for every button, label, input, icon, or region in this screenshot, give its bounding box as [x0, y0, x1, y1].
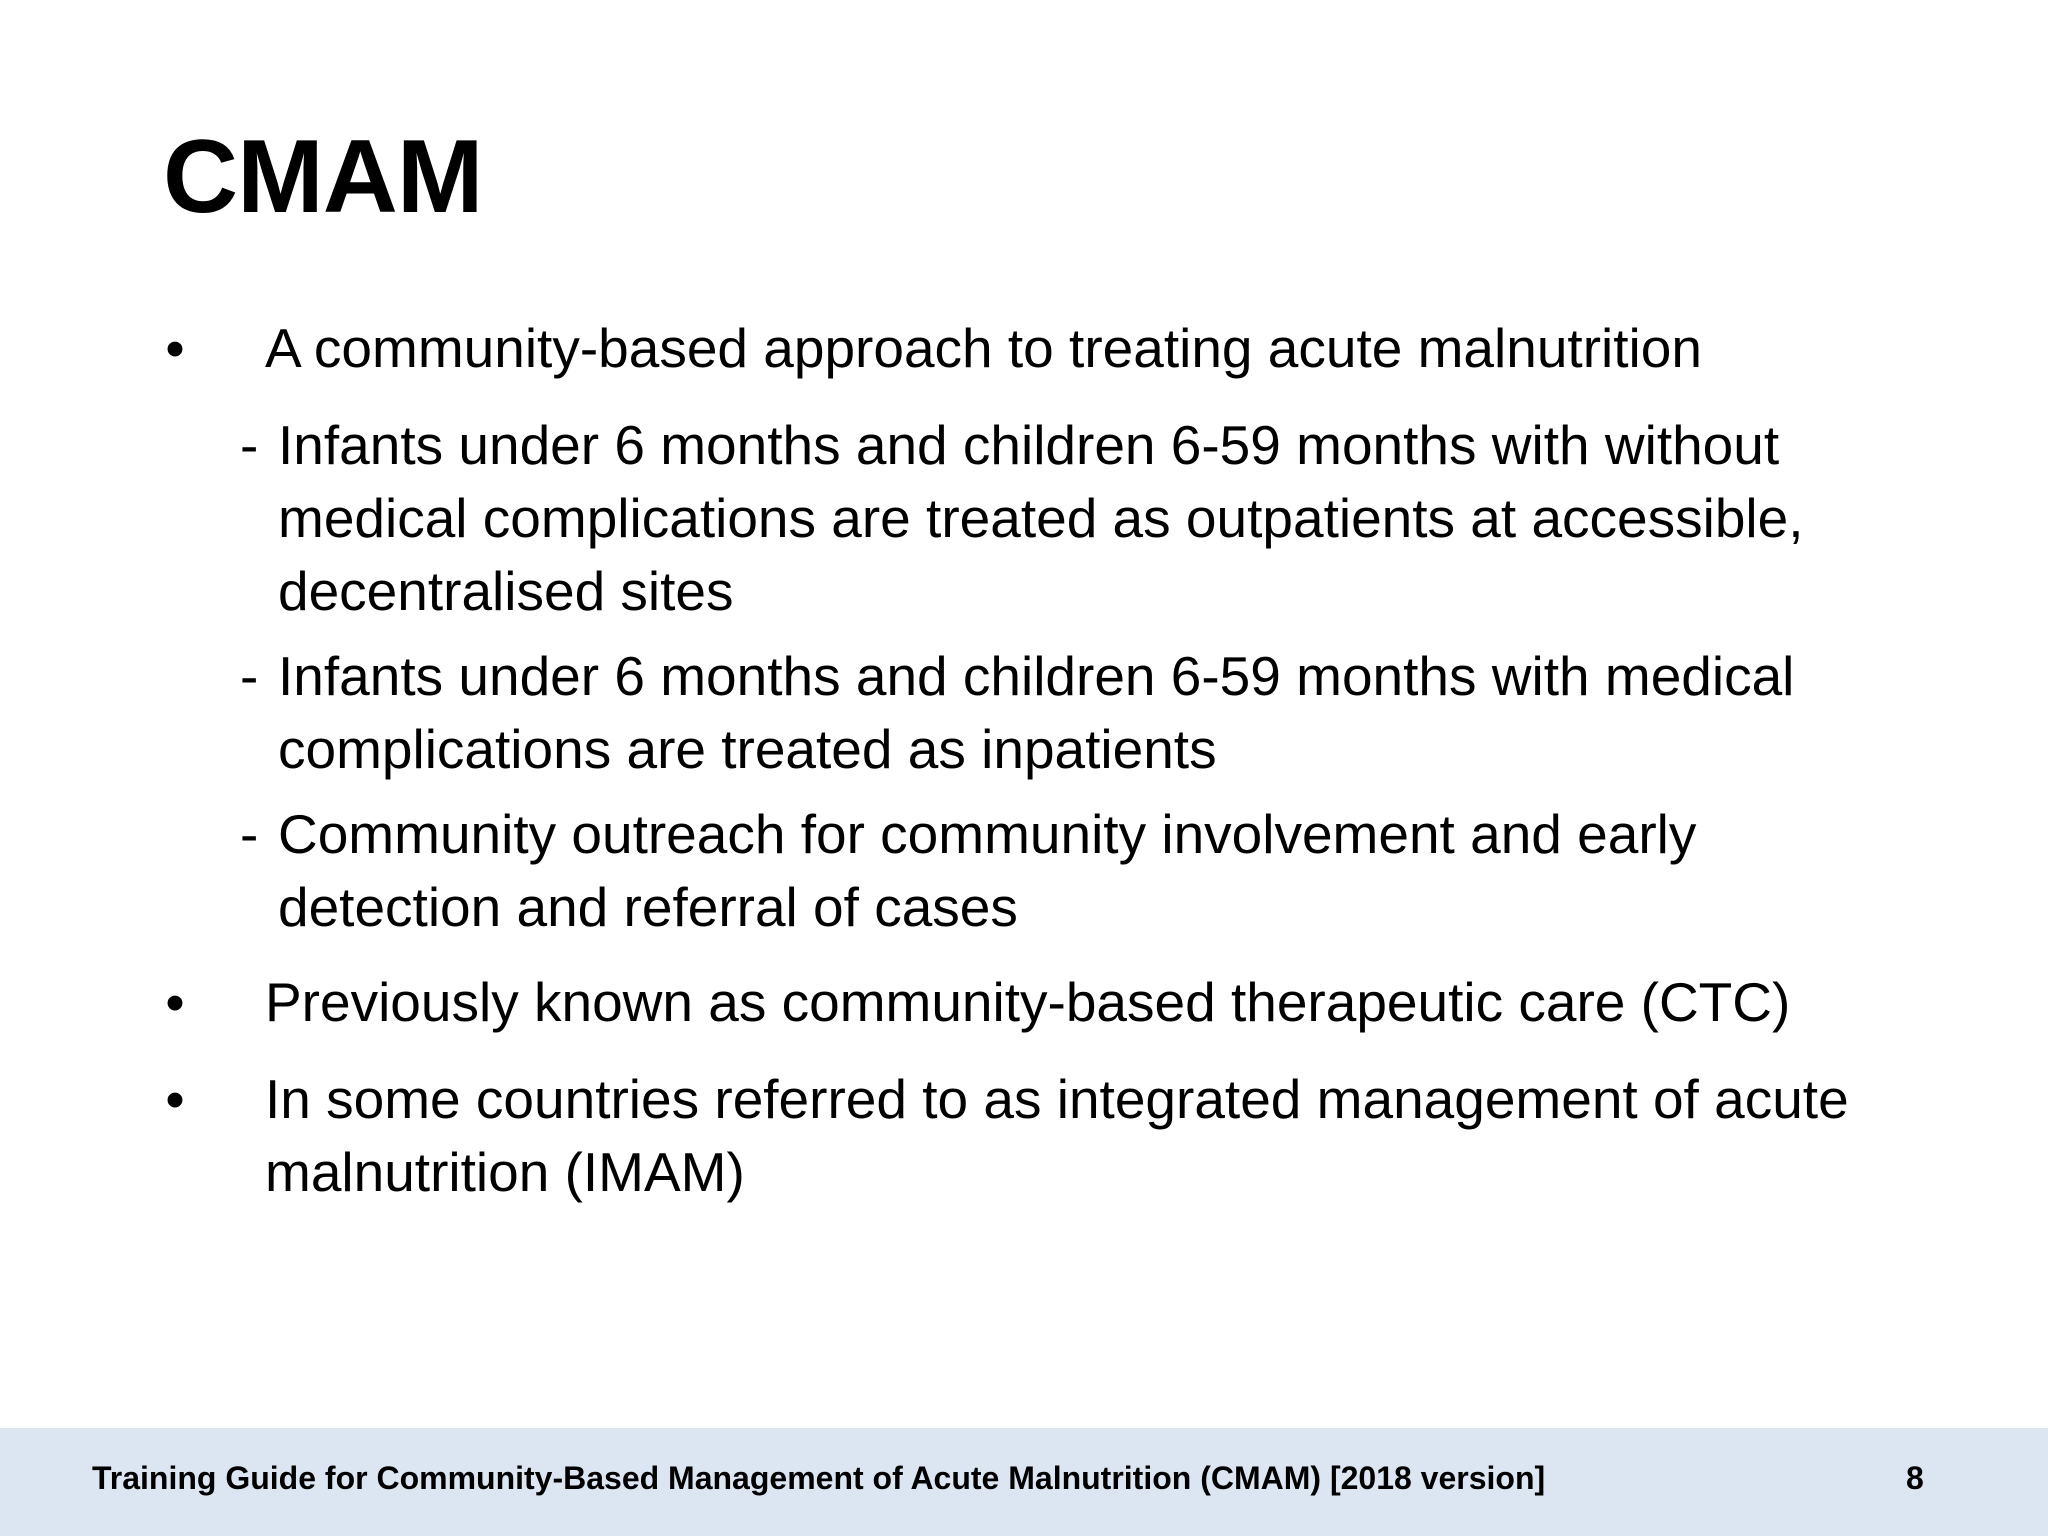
footer-bar: [0, 1428, 2048, 1536]
sub-bullet-text: Infants under 6 months and children 6-59 months with without medical complications are treated as outpatients at accessible, decentralised sites: [278, 414, 1804, 622]
sub-bullet-marker: -: [240, 645, 259, 707]
bullet-marker: •: [165, 971, 185, 1033]
sub-bullet-marker: -: [240, 414, 259, 476]
sub-bullet-item: [160, 409, 1920, 628]
slide-content: [160, 312, 1920, 1233]
bullet-marker: •: [165, 1068, 185, 1130]
sub-bullet-item: [160, 640, 1920, 786]
sub-bullet-text: Infants under 6 months and children 6-59 months with medical complications are treated as inpatients: [278, 645, 1795, 780]
bullet-marker: •: [165, 317, 185, 379]
sub-bullet-marker: -: [240, 803, 259, 865]
slide-title: CMAM: [163, 119, 483, 235]
sub-bullet-text: Community outreach for community involvement and early detection and referral of cases: [278, 803, 1697, 938]
sub-bullet-item: [160, 798, 1920, 944]
page-number: 8: [1906, 1460, 1924, 1496]
footer-title: Training Guide for Community-Based Management of Acute Malnutrition (CMAM) [2018 version]: [92, 1460, 1546, 1496]
bullet-text: In some countries referred to as integrated management of acute malnutrition (IMAM): [265, 1068, 1849, 1203]
bullet-item: [160, 966, 1920, 1039]
bullet-text: A community-based approach to treating acute malnutrition: [265, 317, 1702, 379]
bullet-item: [160, 312, 1920, 385]
bullet-text: Previously known as community-based therapeutic care (CTC): [265, 971, 1791, 1033]
sub-bullet-list: [160, 409, 1920, 944]
bullet-item: [160, 1063, 1920, 1209]
